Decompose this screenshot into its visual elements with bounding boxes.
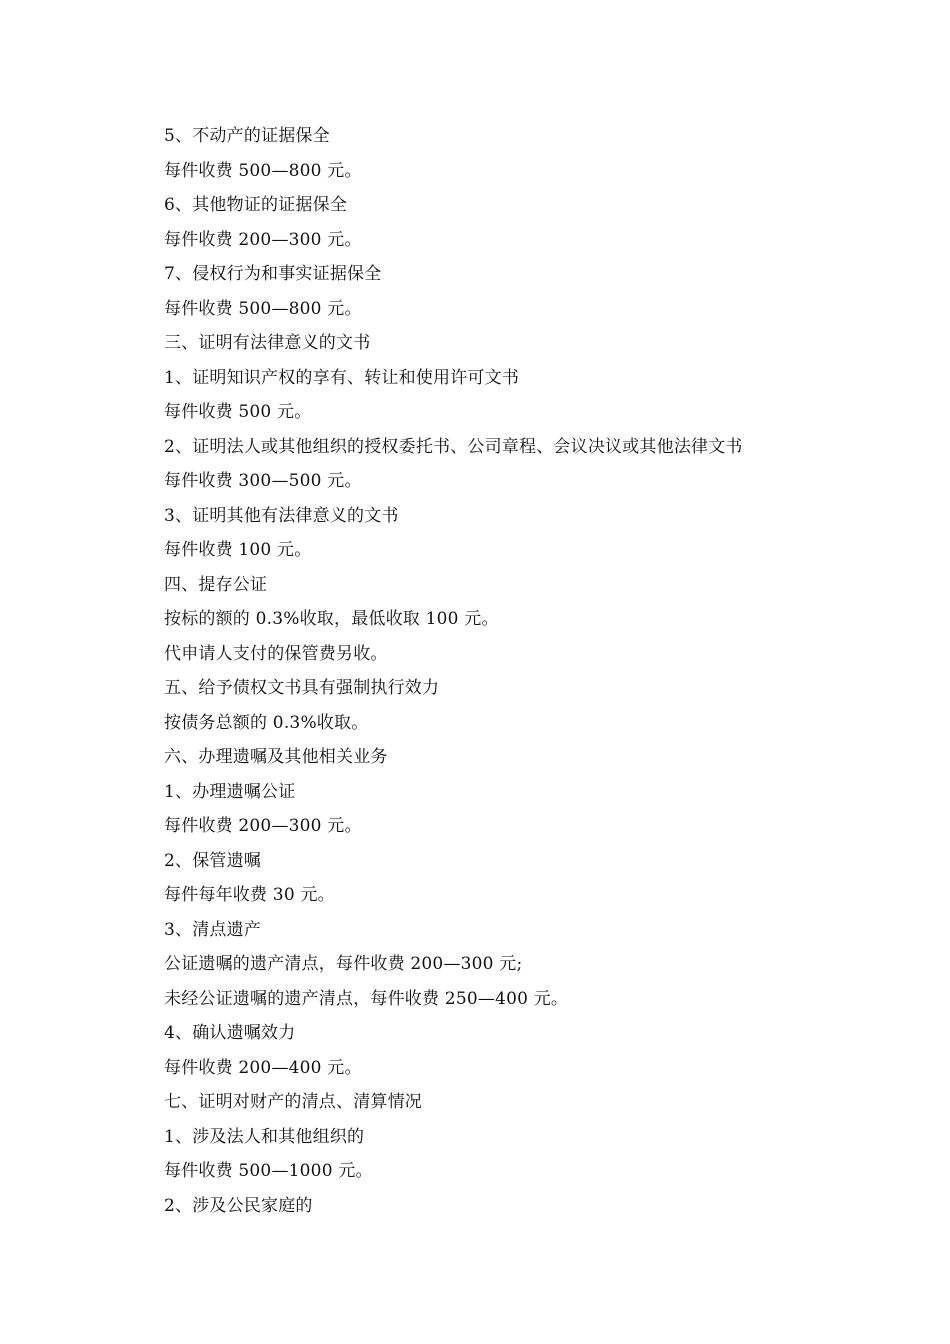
fee-text: 公证遗嘱的遗产清点，每件收费 200—300 元; <box>164 954 523 974</box>
item-heading: 2、保管遗嘱 <box>164 850 262 871</box>
section-heading: 五、给予债权文书具有强制执行效力 <box>164 678 440 698</box>
fee-text: 每件每年收费 30 元。 <box>164 885 335 905</box>
fee-text: 按标的额的 0.3%收取，最低收取 100 元。 <box>164 609 499 629</box>
fee-text: 每件收费 500—800 元。 <box>164 298 362 319</box>
item-heading: 7、侵权行为和事实证据保全 <box>164 264 382 284</box>
item-heading: 3、证明其他有法律意义的文书 <box>164 505 399 526</box>
fee-text: 每件收费 200—300 元。 <box>164 229 362 250</box>
fee-text: 每件收费 500—1000 元。 <box>164 1161 373 1181</box>
fee-text: 每件收费 300—500 元。 <box>164 471 362 491</box>
fee-text: 每件收费 500 元。 <box>164 402 312 422</box>
item-heading: 3、清点遗产 <box>164 919 262 940</box>
item-heading: 6、其他物证的证据保全 <box>164 195 348 215</box>
fee-text: 按债务总额的 0.3%收取。 <box>164 712 369 733</box>
fee-text: 每件收费 100 元。 <box>164 540 312 560</box>
fee-text: 代申请人支付的保管费另收。 <box>164 643 388 664</box>
section-heading: 七、证明对财产的清点、清算情况 <box>164 1092 422 1112</box>
fee-text: 每件收费 500—800 元。 <box>164 160 362 181</box>
section-heading: 三、证明有法律意义的文书 <box>164 333 371 353</box>
section-heading: 四、提存公证 <box>164 574 268 595</box>
fee-text: 每件收费 200—300 元。 <box>164 816 362 836</box>
item-heading: 1、证明知识产权的享有、转让和使用许可文书 <box>164 367 520 388</box>
section-heading: 六、办理遗嘱及其他相关业务 <box>164 747 388 767</box>
item-heading: 4、确认遗嘱效力 <box>164 1023 296 1043</box>
item-heading: 5、不动产的证据保全 <box>164 126 330 146</box>
document-body <box>164 119 864 1223</box>
item-heading: 2、涉及公民家庭的 <box>164 1195 313 1216</box>
item-heading: 2、证明法人或其他组织的授权委托书、公司章程、会议决议或其他法律文书 <box>164 436 743 457</box>
fee-text: 每件收费 200—400 元。 <box>164 1057 362 1078</box>
item-heading: 1、办理遗嘱公证 <box>164 781 296 802</box>
fee-text: 未经公证遗嘱的遗产清点，每件收费 250—400 元。 <box>164 988 569 1009</box>
item-heading: 1、涉及法人和其他组织的 <box>164 1126 365 1147</box>
